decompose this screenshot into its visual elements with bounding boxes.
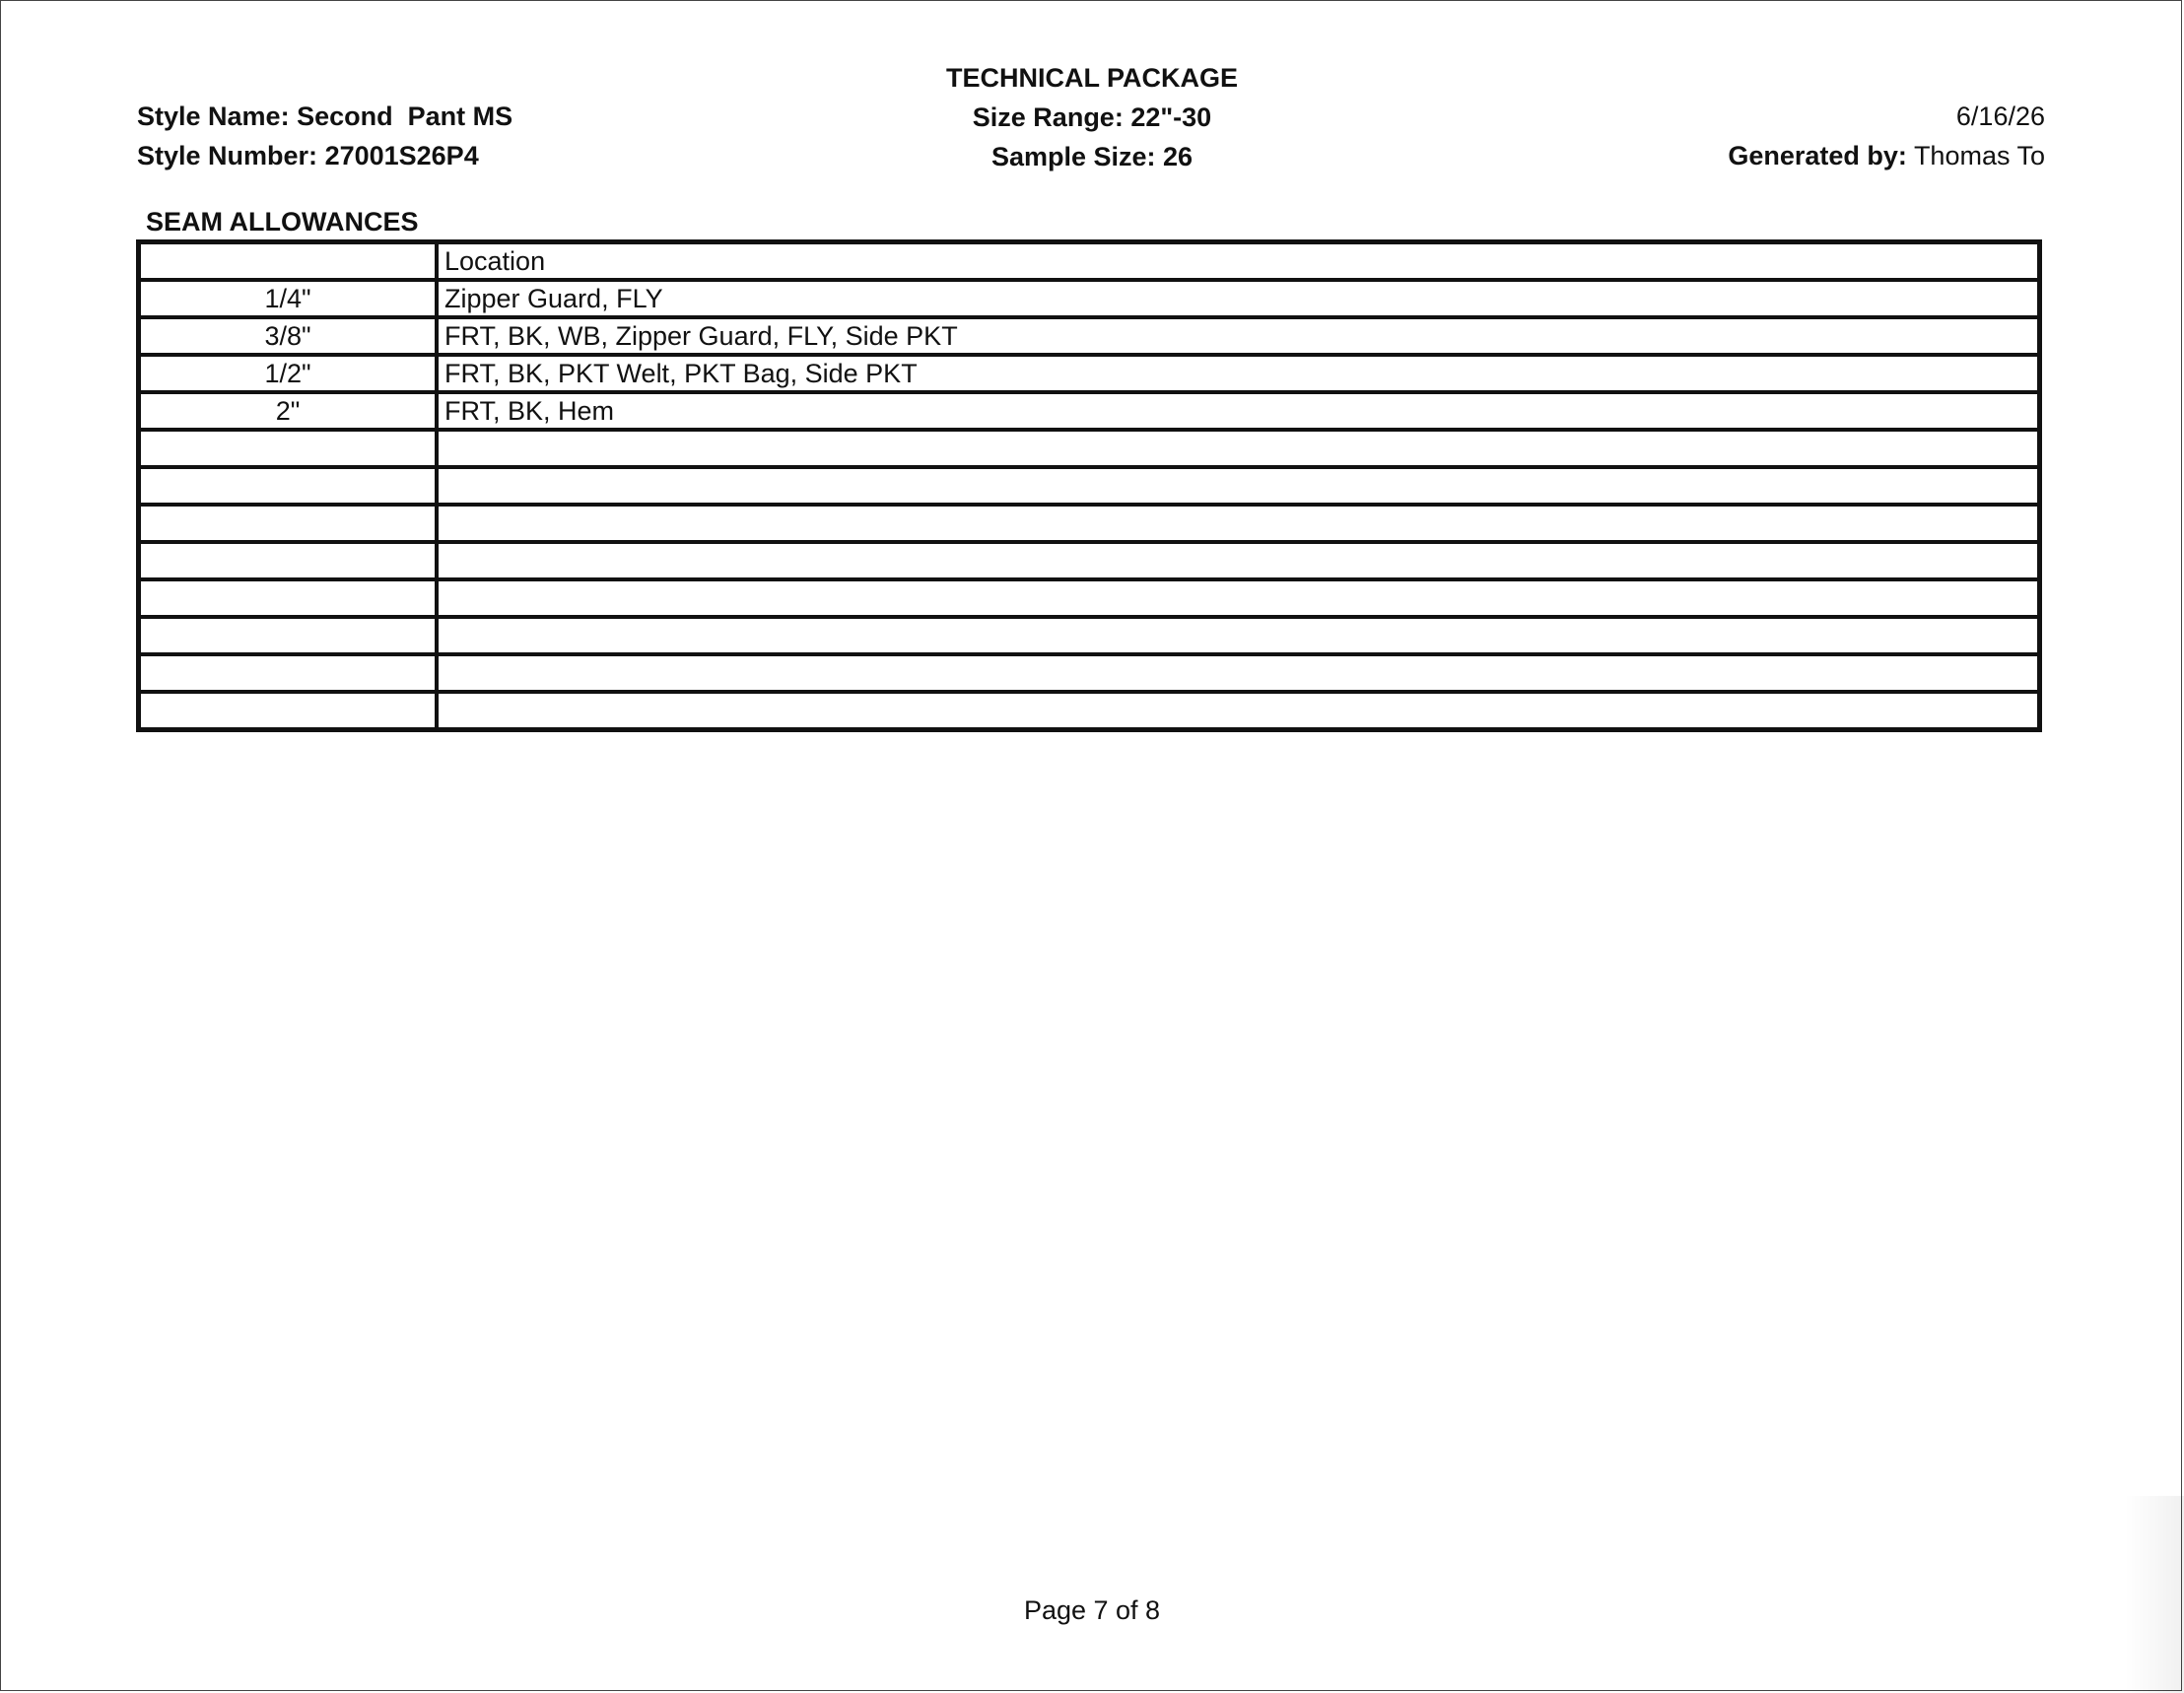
- seam-location-cell: [437, 542, 2040, 579]
- seam-size-cell: [139, 654, 438, 692]
- seam-location-cell: FRT, BK, PKT Welt, PKT Bag, Side PKT: [437, 355, 2040, 392]
- table-row: [139, 317, 2040, 355]
- table-row: [139, 579, 2040, 617]
- table-row: [139, 542, 2040, 579]
- seam-size-cell: [139, 542, 438, 579]
- seam-location-cell: [437, 505, 2040, 542]
- generated-by-value: Thomas To: [1913, 141, 2045, 170]
- table-row: [139, 280, 2040, 317]
- size-range-label: Size Range:: [972, 102, 1124, 132]
- generated-by-label: Generated by:: [1728, 141, 1907, 170]
- seam-location-cell: [437, 579, 2040, 617]
- sample-size-label: Sample Size:: [990, 142, 1156, 171]
- table-row: [139, 505, 2040, 542]
- generated-by-line: [1728, 136, 2045, 175]
- style-number-value: 27001S26P4: [324, 141, 479, 170]
- table-row: [139, 355, 2040, 392]
- table-row: [139, 467, 2040, 505]
- seam-size-cell: [139, 579, 438, 617]
- seam-size-cell: [139, 617, 438, 654]
- table-row: [139, 692, 2040, 730]
- generation-info-block: [1728, 97, 2045, 175]
- table-row: [139, 430, 2040, 467]
- header-cell-location: Location: [437, 242, 2040, 281]
- seam-location-cell: FRT, BK, Hem: [437, 392, 2040, 430]
- style-number-label: Style Number:: [137, 141, 318, 170]
- seam-location-cell: [437, 617, 2040, 654]
- seam-size-cell: 1/2": [139, 355, 438, 392]
- seam-location-cell: Zipper Guard, FLY: [437, 280, 2040, 317]
- seam-size-cell: 2": [139, 392, 438, 430]
- seam-size-cell: [139, 430, 438, 467]
- seam-location-cell: FRT, BK, WB, Zipper Guard, FLY, Side PKT: [437, 317, 2040, 355]
- table-row: [139, 617, 2040, 654]
- header-cell-size: [139, 242, 438, 281]
- seam-size-cell: 1/4": [139, 280, 438, 317]
- table-row: [139, 654, 2040, 692]
- seam-location-cell: [437, 654, 2040, 692]
- section-title: SEAM ALLOWANCES: [146, 207, 419, 237]
- seam-size-cell: 3/8": [139, 317, 438, 355]
- size-range-value: 22"-30: [1130, 102, 1212, 132]
- style-name-value: Second Pant MS: [297, 102, 513, 131]
- seam-location-cell: [437, 467, 2040, 505]
- table-row: [139, 392, 2040, 430]
- seam-size-cell: [139, 467, 438, 505]
- sample-size-value: 26: [1163, 142, 1194, 171]
- seam-location-cell: [437, 692, 2040, 730]
- page-number: Page 7 of 8: [1023, 1595, 1161, 1625]
- table-header-row: [139, 242, 2040, 281]
- seam-allowances-table: [136, 239, 2042, 732]
- seam-size-cell: [139, 505, 438, 542]
- seam-location-cell: [437, 430, 2040, 467]
- document-title: TECHNICAL PACKAGE: [945, 63, 1238, 93]
- document-date: 6/16/26: [1955, 102, 2045, 131]
- seam-size-cell: [139, 692, 438, 730]
- style-name-label: Style Name:: [137, 102, 290, 131]
